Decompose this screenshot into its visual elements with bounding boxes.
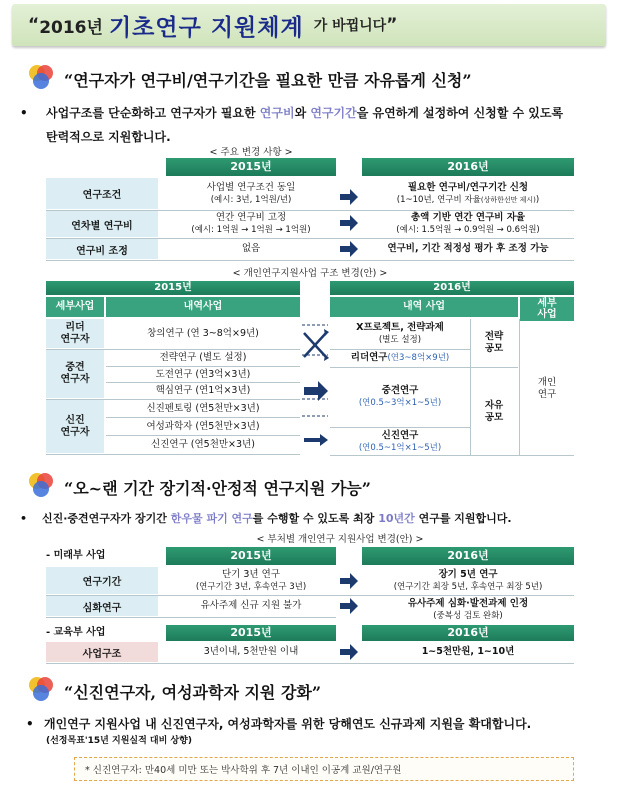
- bullet-highlight-budget: 연구비: [259, 106, 295, 120]
- row-label-budget-adjust: 연구비 조정: [46, 239, 158, 259]
- changes-arrows: [336, 178, 362, 260]
- section3-title: “신진연구자, 여성과학자 지원 강화”: [64, 683, 322, 702]
- divider: [330, 455, 574, 456]
- divider: [106, 382, 300, 383]
- period-2015-main: 단기 3년 연구: [222, 568, 280, 580]
- personal-research: 개인 연구: [537, 377, 557, 400]
- period-2016-sub: (연구기간 최장 5년, 후속연구 최장 5년): [393, 581, 543, 592]
- row-label-structure: 사업구조: [46, 642, 158, 662]
- adjust-2016-cell: [362, 239, 574, 259]
- cond-2016-main: 필요한 연구비/연구기간 신청: [407, 181, 529, 193]
- cond-2015-sub: (예시: 3년, 1억원/년): [210, 194, 292, 205]
- deep-2016-cell: [362, 596, 574, 624]
- free-call: 자유 공모: [484, 399, 504, 423]
- bullet2-text-b: 를 수행할 수 있도록 최장: [252, 512, 379, 525]
- early-career-main: 신진연구: [381, 429, 419, 441]
- changes-2016-header: 2016년: [362, 158, 574, 176]
- section2-title: “오~랜 기간 장기적·안정적 연구지원 가능”: [64, 479, 371, 498]
- x-project-main: X프로젝트, 전략과제: [356, 321, 444, 333]
- left-row: 신진펜토링 (연5천만×3년): [146, 402, 260, 414]
- banner-open-quote: “: [28, 15, 40, 35]
- section1-bullet: [46, 104, 611, 123]
- changes-2015-header: 2015년: [166, 158, 336, 176]
- mid-career-cell: [330, 368, 470, 426]
- adjust-2015-main: 없음: [241, 243, 261, 254]
- structure-arrows: [300, 319, 330, 455]
- bullet2-text-a: 신진·중견연구자가 장기간: [42, 512, 171, 525]
- section2-bullet: [42, 509, 612, 528]
- bullet2-text-c: 연구를 지원합니다.: [414, 512, 512, 525]
- deep-2016-main: 유사주제 심화·발전과제 인정: [407, 598, 529, 609]
- period-2016-main: 장기 5년 연구: [438, 568, 498, 580]
- left-row: 신진연구 (연5천만×3년): [151, 438, 255, 450]
- arrow-right-icon: [340, 573, 358, 589]
- group-leader: 리더 연구자: [46, 319, 104, 348]
- bullet-text-b: 와: [294, 106, 311, 120]
- period-2015-cell: [166, 567, 336, 594]
- ministry-2016-header: 2016년: [362, 547, 574, 565]
- cond-2016-cell: [362, 178, 574, 209]
- period-2015-sub: (연구기간 3년, 후속연구 3년): [195, 581, 307, 592]
- arrow-right-icon: [340, 189, 358, 205]
- annual-2015-main: 연간 연구비 고정: [215, 212, 287, 223]
- annual-2016-cell: [362, 211, 574, 237]
- section1-title: “연구자가 연구비/연구기간을 필요한 만큼 자유롭게 신청”: [64, 71, 472, 90]
- divider: [330, 349, 470, 350]
- arrow-right-icon: [340, 215, 358, 231]
- divider: [106, 435, 300, 436]
- header-sub-program: 세부사업: [46, 297, 104, 317]
- arrow-right-icon: [304, 381, 328, 401]
- structure-2015-header: 2015년: [46, 281, 300, 295]
- adjust-2016-main: 연구비, 기간 적정성 평가 후 조정 가능: [387, 243, 549, 254]
- deep-2015-cell: 유사주제 신규 지원 불가: [200, 600, 302, 611]
- moe-arrow: [336, 642, 362, 662]
- divider: [519, 319, 520, 455]
- group-early-career: 신진 연구자: [46, 400, 104, 453]
- arrow-right-icon: [340, 598, 358, 614]
- arrow-right-icon: [340, 644, 358, 660]
- banner-close-quote: ”: [386, 15, 398, 35]
- section3-bullet: 개인연구 지원사업 내 신진연구자, 여성과학자를 위한 당해연도 신규과제 지원을 확대합니다.: [44, 717, 532, 731]
- left-row: 창의연구 (연 3~8억×9년): [147, 327, 259, 339]
- arrow-right-icon: [340, 241, 358, 257]
- divider: [46, 663, 574, 664]
- divider: [46, 617, 336, 618]
- arrow-right-icon: [304, 434, 328, 446]
- msip-label: - 미래부 사업: [46, 550, 106, 561]
- divider: [46, 454, 300, 455]
- banner-tail: 가 바뀝니다: [313, 18, 387, 34]
- ministry-arrows: [336, 567, 362, 623]
- divider: [46, 210, 574, 211]
- moe-label: - 교육부 사업: [46, 627, 106, 638]
- mid-career-sub: (연0.5~3억×1~5년): [358, 398, 442, 408]
- banner-main-title: 기초연구 지원체계: [108, 14, 304, 41]
- leader-sub: (연3~8억×9년): [387, 353, 450, 363]
- cond-2016-sub: (1~10년, 연구비 자율(상하한선만 제시)): [396, 194, 540, 205]
- early-career-sub: (연0.5~1억×1~5년): [358, 442, 442, 453]
- ministry-caption: < 부처별 개인연구 지원사업 변경(안) >: [256, 534, 424, 545]
- divider: [46, 260, 574, 261]
- left-row: 도전연구 (연3억×3년): [155, 368, 251, 380]
- divider: [46, 349, 300, 350]
- annual-2015-cell: [166, 211, 336, 237]
- bullet2-highlight-deep: 한우물 파기 연구: [170, 512, 253, 525]
- bullet2-highlight-years: 10년간: [378, 512, 415, 525]
- cond-2015-main: 사업별 연구조건 동일: [206, 181, 296, 193]
- left-row: 전략연구 (별도 설정): [159, 352, 247, 363]
- section1-bullet-line2: 탄력적으로 지원합니다.: [46, 130, 171, 144]
- colorful-drops-icon: [26, 470, 56, 500]
- left-row: 여성과학자 (연5천만×3년): [146, 420, 260, 432]
- row-label-period: 연구기간: [46, 567, 158, 594]
- divider: [46, 399, 300, 400]
- section1-bullet-dot: •: [20, 106, 28, 120]
- moe-2015-header: 2015년: [166, 625, 336, 641]
- divider: [46, 595, 574, 596]
- structure-2016-cell: 1~5천만원, 1~10년: [421, 646, 515, 657]
- divider: [330, 427, 470, 428]
- header-detail-program: 내역사업: [106, 297, 300, 317]
- divider: [106, 366, 300, 367]
- divider: [330, 367, 518, 368]
- early-career-cell: [330, 428, 470, 455]
- annual-2016-sub: (예시: 1.5억원 → 0.9억원 → 0.6억원): [396, 225, 540, 235]
- annual-2016-main: 총액 기반 연간 연구비 자율: [410, 212, 526, 223]
- section3-bullet-dot: •: [26, 717, 34, 731]
- divider: [46, 238, 574, 239]
- structure-2016-header: 2016년: [330, 281, 574, 295]
- divider: [470, 319, 471, 455]
- row-label-condition: 연구조건: [46, 178, 158, 209]
- leader-main: 리더연구: [350, 352, 388, 363]
- bullet-text-c: 을 유연하게 설정하여 신청할 수 있도록: [356, 106, 564, 120]
- colorful-drops-icon: [26, 674, 56, 704]
- period-2016-cell: [362, 567, 574, 594]
- moe-2016-header: 2016년: [362, 625, 574, 641]
- banner-year: 2016년: [39, 17, 103, 38]
- colorful-drops-icon: [26, 62, 56, 92]
- strategic-call: 전략 공모: [484, 330, 504, 354]
- adjust-2015-cell: [166, 239, 336, 259]
- mid-career-main: 중견연구: [381, 385, 419, 396]
- structure-2015-cell: 3년이내, 5천만원 이내: [203, 646, 299, 657]
- section3-bullet-sub: (선정목표'15년 지원실적 대비 상향): [46, 736, 192, 746]
- header-sub-program-2016: 세부 사업: [520, 297, 574, 321]
- x-project-sub: (별도 설정): [378, 334, 422, 345]
- group-mid-career: 중견 연구자: [46, 350, 104, 398]
- footnote-box: * 신진연구자: 만40세 미만 또는 박사학위 후 7년 이내인 이공계 교원/연구원: [74, 757, 574, 781]
- deep-2016-sub: (중복성 검토 완화): [433, 611, 503, 621]
- row-label-deep-research: 심화연구: [46, 596, 158, 616]
- annual-2015-sub: (예시: 1억원 → 1억원 → 1억원): [191, 225, 311, 235]
- bullet-highlight-period: 연구기간: [310, 106, 357, 120]
- section2-bullet-dot: •: [20, 512, 28, 525]
- divider: [106, 417, 300, 418]
- structure-caption: < 개인연구지원사업 구조 변경(안) >: [232, 268, 388, 279]
- header-detail-program-2016: 내역 사업: [330, 297, 518, 317]
- cond-2015-cell: [166, 178, 336, 209]
- row-label-annual-budget: 연차별 연구비: [46, 211, 158, 237]
- ministry-2015-header: 2015년: [166, 547, 336, 565]
- leader-research-cell: [330, 350, 470, 366]
- x-project-cell: [330, 319, 470, 348]
- bullet-text-a: 사업구조를 단순화하고 연구자가 필요한: [46, 106, 260, 120]
- title-banner: [12, 4, 606, 46]
- changes-caption: < 주요 변경 사항 >: [209, 147, 293, 158]
- left-row: 핵심연구 (연1억×3년): [155, 384, 251, 396]
